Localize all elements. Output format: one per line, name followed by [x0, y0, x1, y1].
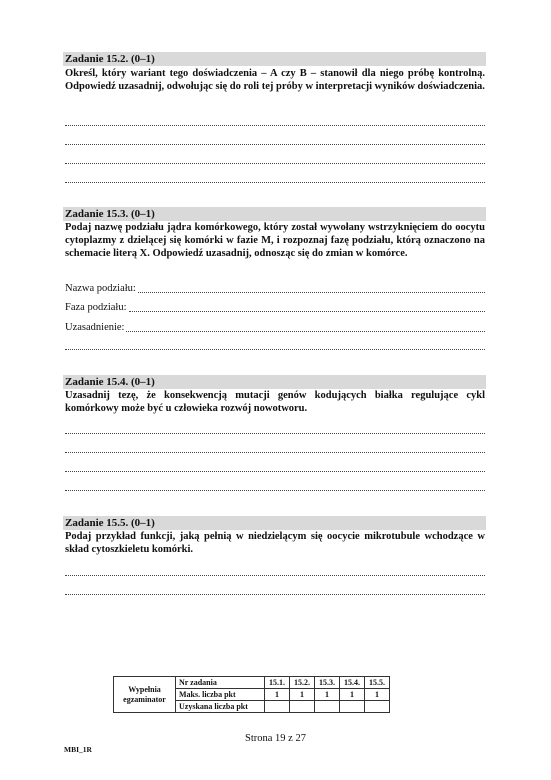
task-15-4-header: Zadanie 15.4. (0–1): [63, 375, 486, 389]
answer-line[interactable]: [65, 469, 485, 472]
score-input-cell[interactable]: [290, 701, 315, 713]
answer-fill[interactable]: [129, 311, 485, 312]
answer-line[interactable]: [65, 573, 485, 576]
field-label: Uzasadnienie:: [65, 322, 125, 333]
row-label-max: Maks. liczba pkt: [176, 689, 265, 701]
task-15-4-text: Uzasadnij tezę, że konsekwencją mutacji genów kodujących białka regulujące cykl komórkowy może być u człowieka rozwój nowotworu.: [65, 390, 485, 414]
table-row: [114, 677, 390, 689]
score-input-cell[interactable]: [365, 701, 390, 713]
score-input-cell[interactable]: [265, 701, 290, 713]
answer-line[interactable]: [65, 450, 485, 453]
table-cell: 1: [365, 689, 390, 701]
answer-line[interactable]: [65, 142, 485, 145]
table-cell: 15.4.: [340, 677, 365, 689]
answer-line[interactable]: [65, 488, 485, 491]
field-label: Nazwa podziału:: [65, 283, 136, 294]
table-cell: 15.5.: [365, 677, 390, 689]
examiner-label-line1: Wypełnia: [128, 684, 161, 694]
task-15-2-text: Określ, który wariant tego doświadczenia – A czy B – stanowił dla niego próbę kontrolną. Odpowiedź uzasadnij, odwołując się do roli tej próby w interpretacji wyników doświadczenia.: [65, 68, 485, 92]
table-cell: 1: [265, 689, 290, 701]
answer-line[interactable]: [65, 123, 485, 126]
grading-table: [113, 676, 390, 713]
answer-line[interactable]: [65, 347, 485, 350]
field-nazwa-podzialu[interactable]: [65, 283, 485, 295]
task-15-2-header: Zadanie 15.2. (0–1): [63, 52, 486, 66]
table-cell: 15.2.: [290, 677, 315, 689]
task-15-3-text: Podaj nazwę podziału jądra komórkowego, który został wywołany wstrzyknięciem do oocytu cytoplazmy z dzielącej się komórki w fazie M, i rozpoznaj fazę podziału, którą oznaczono na schemacie literą X. Odpowiedź uzasadnij, odnosząc się do zmian w komórce.: [65, 222, 485, 259]
exam-code: MBI_1R: [64, 745, 92, 754]
table-cell: 1: [315, 689, 340, 701]
answer-line[interactable]: [65, 592, 485, 595]
table-cell: 15.1.: [265, 677, 290, 689]
answer-fill[interactable]: [126, 331, 485, 332]
score-input-cell[interactable]: [340, 701, 365, 713]
table-cell: 15.3.: [315, 677, 340, 689]
score-input-cell[interactable]: [315, 701, 340, 713]
table-cell: 1: [340, 689, 365, 701]
task-15-5-text: Podaj przykład funkcji, jaką pełnią w niedzielącym się oocycie mikrotubule wchodzące w skład cytoszkieletu komórki.: [65, 531, 485, 555]
examiner-label-line2: egzaminator: [123, 694, 166, 704]
answer-line[interactable]: [65, 431, 485, 434]
field-label: Faza podziału:: [65, 302, 127, 313]
answer-line[interactable]: [65, 161, 485, 164]
task-15-3-header: Zadanie 15.3. (0–1): [63, 207, 486, 221]
answer-fill[interactable]: [138, 292, 485, 293]
task-15-5-header: Zadanie 15.5. (0–1): [63, 516, 486, 530]
page-number: Strona 19 z 27: [245, 733, 306, 744]
field-faza-podzialu[interactable]: [65, 302, 485, 314]
examiner-label: [114, 677, 176, 713]
row-label-got: Uzyskana liczba pkt: [176, 701, 265, 713]
row-label-nr: Nr zadania: [176, 677, 265, 689]
field-uzasadnienie[interactable]: [65, 322, 485, 334]
answer-line[interactable]: [65, 180, 485, 183]
table-cell: 1: [290, 689, 315, 701]
